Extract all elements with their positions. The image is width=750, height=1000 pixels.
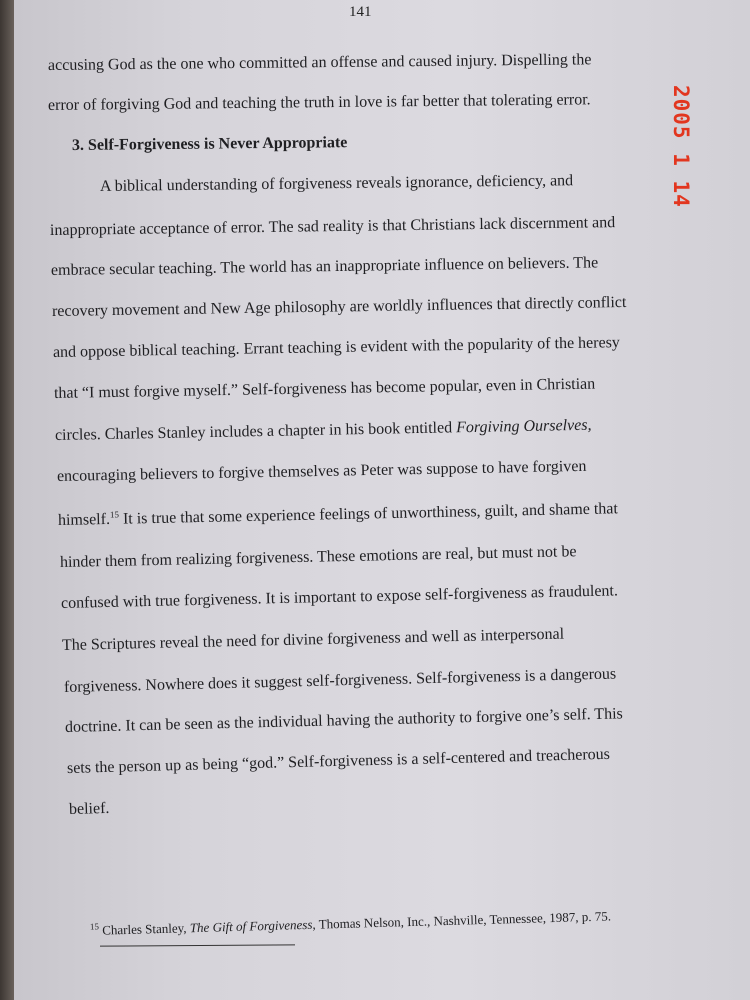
footnote-marker: 15 <box>89 921 100 932</box>
text-line-11-end: It is true that some experience feelings of unworthiness, guilt, and shame that <box>118 500 619 528</box>
text-line-14: The Scriptures reveal the need for divine forgiveness and well as interpersonal <box>61 625 565 654</box>
page-number: 141 <box>349 4 372 20</box>
text-line-5: embrace secular teaching. The world has an inappropriate influence on believers. The <box>50 254 599 279</box>
footnote-divider <box>100 944 295 946</box>
text-line-1: accusing God as the one who committed an offense and caused injury. Dispelling the <box>47 51 592 74</box>
footnote <box>90 908 611 939</box>
section-heading: 3. Self-Forgiveness is Never Appropriate <box>71 134 348 154</box>
text-line-12: hinder them from realizing forgiveness. These emotions are real, but must not be <box>59 543 577 571</box>
text-line-9-plain: circles. Charles Stanley includes a chapter in his book entitled <box>54 419 457 444</box>
text-line-10: encouraging believers to forgive themselves as Peter was suppose to have forgiven <box>56 457 587 485</box>
text-line-9 <box>55 417 592 445</box>
text-line-11-start: himself. <box>57 510 111 529</box>
camera-date-stamp: 2005 1 14 <box>669 85 693 208</box>
text-line-2: error of forgiving God and teaching the truth in love is far better that tolerating error. <box>47 91 591 114</box>
footnote-reference-15: 15 <box>109 509 119 520</box>
text-line-7: and oppose biblical teaching. Errant teaching is evident with the popularity of the heresy <box>52 334 620 361</box>
text-line-13: confused with true forgiveness. It is important to expose self-forgiveness as fraudulent. <box>60 582 619 612</box>
footnote-author: Charles Stanley, <box>98 920 191 938</box>
text-line-3: A biblical understanding of forgiveness reveals ignorance, deficiency, and <box>99 172 574 195</box>
book-page <box>14 0 750 1000</box>
footnote-publication: , Thomas Nelson, Inc., Nashville, Tennessee, 1987, p. 75. <box>312 908 612 932</box>
footnote-book-title: The Gift of Forgiveness <box>189 916 313 936</box>
text-line-6: recovery movement and New Age philosophy are worldly influences that directly conflict <box>51 293 627 320</box>
text-line-17: sets the person up as being “god.” Self-forgiveness is a self-centered and treacherous <box>66 745 611 777</box>
book-spine-shadow <box>0 0 14 1000</box>
text-line-11 <box>58 500 618 530</box>
book-title-forgiving-ourselves: Forgiving Ourselves, <box>455 416 592 437</box>
text-line-4: inappropriate acceptance of error. The sad reality is that Christians lack discernment and <box>49 214 616 239</box>
text-line-18: belief. <box>68 799 110 818</box>
text-line-8: that “I must forgive myself.” Self-forgiveness has become popular, even in Christian <box>53 375 596 402</box>
text-line-15: forgiveness. Nowhere does it suggest self-forgiveness. Self-forgiveness is a dangerous <box>63 665 617 696</box>
text-line-16: doctrine. It can be seen as the individual having the authority to forgive one’s self. This <box>64 705 623 736</box>
